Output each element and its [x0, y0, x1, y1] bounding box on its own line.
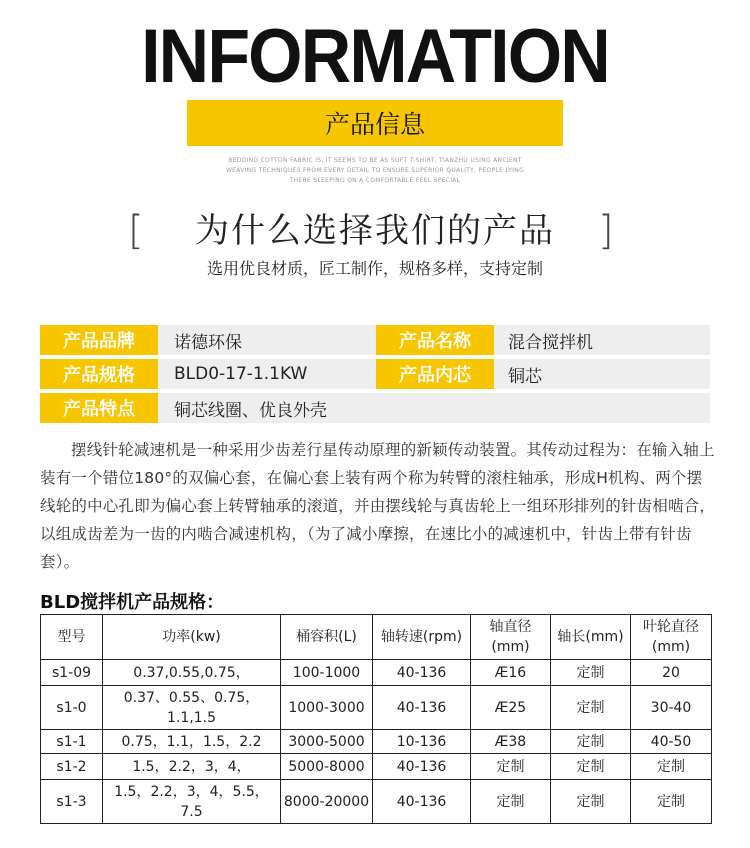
table-cell: s1-2	[41, 754, 103, 780]
table-cell: 0.37、0.55、0.75，1.1,1.5	[103, 686, 281, 730]
header-cell: 叶轮直径(mm)	[631, 615, 712, 660]
table-cell: 定制	[551, 780, 631, 824]
table-cell: 3000-5000	[281, 730, 373, 754]
table-cell: 1.5，2.2，3，4，5.5，7.5	[103, 780, 281, 824]
left-bracket: [	[128, 208, 144, 254]
table-cell: Æ38	[471, 730, 551, 754]
section-band	[187, 100, 563, 146]
header-cell: 功率(kw)	[103, 615, 281, 660]
table-cell: 10-136	[373, 730, 471, 754]
table-cell: 30-40	[631, 686, 712, 730]
decorative-caption	[175, 156, 575, 186]
info-row-brand	[40, 325, 710, 355]
decorative-caption-line: WEAVING TECHNIQUES FROM EVERY DETAIL TO ENSURE SUPERIOR QUALITY, PEOPLE LYING	[225, 167, 525, 174]
decorative-caption-line: THERE SLEEPING ON A COMFORTABLE FEEL SPECIAL	[289, 177, 461, 184]
feature-value: 铜芯线圈、优良外壳	[174, 400, 327, 421]
table-cell: Æ16	[471, 660, 551, 686]
name-value: 混合搅拌机	[508, 332, 593, 353]
decorative-caption-line: BEDDING COTTON FABRIC IS, IT SEEMS TO BE AS SOFT T-SHIRT, TIANZHU USING ANCIENT	[228, 157, 522, 164]
table-cell: 定制	[471, 780, 551, 824]
table-cell: 0.75，1.1，1.5，2.2	[103, 730, 281, 754]
spec-label: 产品规格	[40, 359, 158, 389]
spec-value: BLD0-17-1.1KW	[174, 364, 308, 384]
table-cell: 定制	[551, 754, 631, 780]
table-cell: Æ25	[471, 686, 551, 730]
info-row-feature	[40, 393, 710, 423]
table-cell: 0.37,0.55,0.75，	[103, 660, 281, 686]
header-cell: 轴直径(mm)	[471, 615, 551, 660]
spec-table-title: BLD搅拌机产品规格：	[40, 592, 225, 613]
table-cell: 1.5，2.2，3，4，	[103, 754, 281, 780]
table-cell: 40-50	[631, 730, 712, 754]
table-row	[41, 686, 712, 730]
table-cell: 5000-8000	[281, 754, 373, 780]
info-row-spec	[40, 359, 710, 389]
name-label: 产品名称	[376, 325, 494, 355]
core-label: 产品内芯	[376, 359, 494, 389]
table-cell: 1000-3000	[281, 686, 373, 730]
header-cell: 型号	[41, 615, 103, 660]
header-cell: 轴转速(rpm)	[373, 615, 471, 660]
brand-value: 诺德环保	[174, 332, 242, 353]
table-cell: 8000-20000	[281, 780, 373, 824]
product-description: 摆线针轮减速机是一种采用少齿差行星传动原理的新颖传动装置。其传动过程为：在输入轴上装有一个错位180°的双偏心套，在偏心套上装有两个称为转臂的滚柱轴承，形成H机构、两个摆线轮的中心孔即为偏心套上转臂轴承的滚道，并由摆线轮与真齿轮上一组环形排列的针齿相啮合，以组成齿差为一齿的内啮合减速机构，（为了减小摩擦，在速比小的减速机中，针齿上带有针齿套）。	[40, 441, 716, 571]
table-cell: 定制	[471, 754, 551, 780]
table-cell: 40-136	[373, 754, 471, 780]
feature-label: 产品特点	[40, 393, 158, 423]
table-cell: s1-3	[41, 780, 103, 824]
table-cell: 定制	[631, 754, 712, 780]
hero-title: INFORMATION	[141, 14, 609, 99]
header-cell: 轴长(mm)	[551, 615, 631, 660]
table-cell: 40-136	[373, 686, 471, 730]
table-cell: 定制	[551, 730, 631, 754]
section-band-title: 产品信息	[324, 110, 425, 139]
why-choose-title: 为什么选择我们的产品	[195, 211, 555, 251]
table-cell: 40-136	[373, 780, 471, 824]
header-cell: 桶容积(L)	[281, 615, 373, 660]
core-value: 铜芯	[508, 366, 542, 387]
table-cell: 40-136	[373, 660, 471, 686]
table-cell: 定制	[551, 686, 631, 730]
table-cell: 20	[631, 660, 712, 686]
brand-label: 产品品牌	[40, 325, 158, 355]
table-header-row	[41, 615, 712, 660]
table-cell: 定制	[551, 660, 631, 686]
table-cell: s1-09	[41, 660, 103, 686]
table-cell: s1-0	[41, 686, 103, 730]
table-cell: 定制	[631, 780, 712, 824]
table-row	[41, 730, 712, 754]
spec-table	[40, 614, 712, 824]
table-cell: s1-1	[41, 730, 103, 754]
why-choose-subtitle: 选用优良材质，匠工制作，规格多样，支持定制	[206, 259, 543, 278]
table-row	[41, 754, 712, 780]
table-cell: 100-1000	[281, 660, 373, 686]
table-row	[41, 660, 712, 686]
right-bracket: ]	[598, 208, 614, 254]
table-row	[41, 780, 712, 824]
